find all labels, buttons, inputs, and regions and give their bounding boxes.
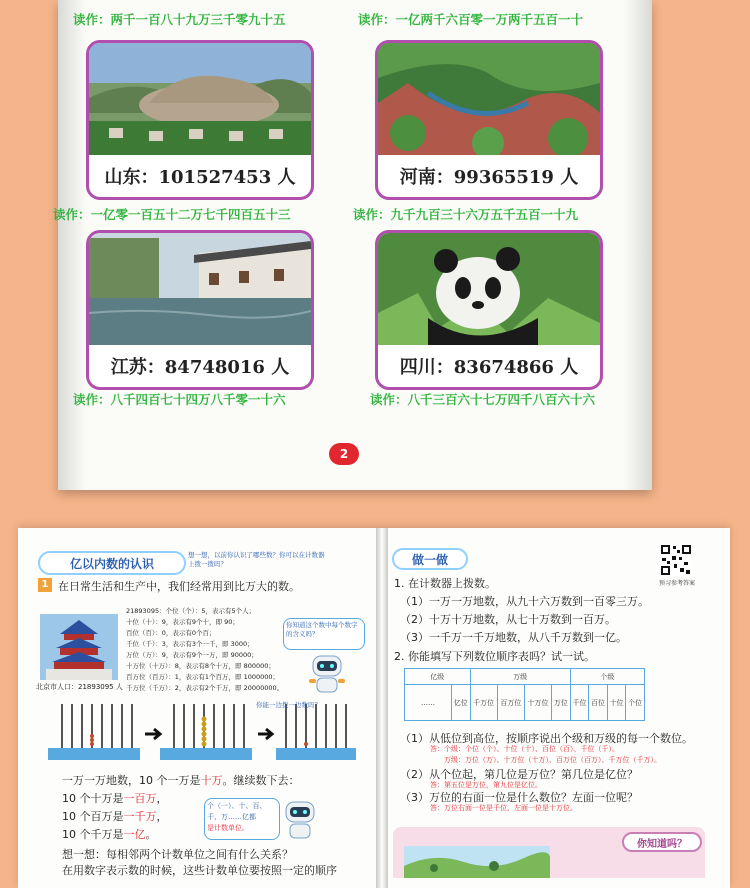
answer-line-4: 答：万位右面一位是千位，左面一位是十万位。	[430, 804, 577, 812]
count-row-highlight: 一亿	[123, 828, 146, 841]
place-line-1: 21893095：个位（个）：5，表示有5个人；	[126, 607, 256, 615]
card-caption: 河南：99365519 人	[399, 167, 579, 188]
table-cell: 万位	[552, 685, 571, 721]
count-row-3	[62, 826, 157, 842]
read-line-4: 读作：九千九百三十六万五千五百一十九	[353, 207, 579, 222]
landscape-illustration	[404, 846, 550, 878]
table-cell: 十位	[607, 685, 626, 721]
abacus-2	[160, 704, 252, 760]
table-cell: 十万位	[524, 685, 551, 721]
place-line-8: 千万位（千万）：2，表示有2个千万，即 20000000。	[126, 684, 284, 692]
robot-speech-bubble: 你知道这个数中每个数字的含义吗？	[283, 618, 365, 650]
count-row-end: ，	[156, 810, 168, 823]
robot-icon	[305, 652, 349, 696]
table-cell: 千万位	[470, 685, 497, 721]
count-line-end: 。继续数下去：	[222, 774, 300, 787]
exercise-intro: 在日常生活和生产中，我们经常用到比万大的数。	[58, 580, 300, 593]
table-cell: ……	[405, 685, 452, 721]
page-fold-left	[58, 0, 86, 490]
unit-bubble-line-1: 个（一）、十、百、	[207, 802, 267, 810]
question-1: 1. 在计数器上拨数。	[394, 577, 496, 590]
count-row-end: 。	[145, 828, 157, 841]
place-line-7: 百万位（百万）：1，表示有1个百万，即 1000000；	[126, 673, 280, 681]
abacus-3	[276, 704, 356, 760]
read-line-2: 读作：一亿两千六百零一万两千五百一十	[358, 12, 584, 27]
table-cell: 个位	[626, 685, 645, 721]
did-you-know-badge	[622, 832, 702, 852]
water-town-photo	[89, 233, 311, 345]
last-line: 在用数字表示数的时候，这些计数单位要按照一定的顺序	[62, 864, 337, 877]
question-2-item-2: （2）从个位起，第几位是万位？第几位是亿位？	[400, 768, 638, 781]
province-card-jiangsu	[86, 230, 314, 390]
abacus-1	[48, 704, 140, 760]
place-line-3: 百位（百）：0，表示有0个百；	[126, 629, 216, 637]
place-line-4: 千位（千）：3，表示有3个一千，即 3000；	[126, 640, 254, 648]
lesson-title-text: 亿以内数的认识	[69, 556, 154, 571]
abacus-note: 你能一边拨一边数吗？	[256, 701, 321, 709]
count-line	[62, 772, 300, 788]
province-card-shandong	[86, 40, 314, 200]
count-row-highlight: 一百万	[123, 792, 157, 805]
count-row-end: ，	[156, 792, 168, 805]
question-1-item-2: （2）十万十万地数，从七十万数到一百万。	[400, 613, 616, 626]
think-note: 想一想，以前你认识了哪些数？你可以在计数器上拨一拨吗？	[188, 551, 325, 568]
read-line-3: 读作：一亿零一百五十二万七千四百五十三	[53, 207, 291, 222]
count-row-pre: 10 个百万是	[62, 810, 124, 823]
read-line-1: 读作：两千一百八十九万三千零九十五	[73, 12, 286, 27]
question-2-item-3: （3）万位的右面一位是什么数位？左面一位呢？	[400, 791, 638, 804]
table-cell: 千位	[570, 685, 589, 721]
table-cell: 亿位	[452, 685, 471, 721]
section-title-text: 做一做	[411, 552, 448, 567]
stone-tortoise-photo	[89, 43, 311, 155]
unit-bubble-line-3: 是计数单位。	[207, 824, 249, 832]
question-1-item-1: （1）一万一万地数，从九十六万数到一百零三万。	[400, 595, 649, 608]
province-card-henan	[375, 40, 603, 200]
count-row-2	[62, 808, 168, 824]
answer-line-3: 答：第五位是万位，第九位是亿位。	[430, 781, 542, 789]
count-row-highlight: 一千万	[123, 810, 157, 823]
card-caption: 江苏：84748016 人	[110, 357, 290, 378]
answer-line-1: 答：个级：个位（个）、十位（十）、百位（百）、千位（千）。	[430, 745, 619, 753]
exercise-number-badge: 1	[38, 578, 52, 592]
read-line-5: 读作：八千四百七十四万八千零一十六	[73, 392, 286, 407]
count-row-pre: 10 个十万是	[62, 792, 124, 805]
panda-photo	[378, 233, 600, 345]
table-header-ge: 个级	[570, 669, 644, 685]
robot-icon-2	[280, 800, 320, 842]
book-spine	[376, 528, 388, 888]
unit-speech-bubble	[204, 798, 280, 840]
qr-code-icon[interactable]	[660, 544, 692, 576]
count-row-pre: 10 个千万是	[62, 828, 124, 841]
province-card-sichuan	[375, 230, 603, 390]
unit-bubble-line-2: 千、万……亿都	[207, 813, 256, 821]
lesson-title	[38, 551, 186, 575]
read-line-6: 读作：八千三百六十七万四千八百六十六	[370, 392, 596, 407]
canyon-forest-photo	[378, 43, 600, 155]
photo-caption: 北京市人口：21893095 人	[36, 683, 123, 691]
question-2: 2. 你能填写下列数位顺序表吗？试一试。	[394, 650, 595, 663]
table-header-yi: 亿级	[405, 669, 471, 685]
card-caption: 山东：101527453 人	[104, 167, 296, 188]
table-header-wan: 万级	[470, 669, 570, 685]
question-1-item-3: （3）一千万一千万地数，从八千万数到一亿。	[400, 631, 627, 644]
place-line-5: 万位（万）：9，表示有9个一万，即 90000；	[126, 651, 258, 659]
table-cell: 百位	[589, 685, 608, 721]
abacus-sequence	[40, 700, 358, 770]
page-fold-right	[624, 0, 652, 490]
count-line-text: 一万一万地数，10 个一万是	[62, 774, 201, 787]
count-row-1	[62, 790, 168, 806]
qr-label: 预习参考答案	[659, 580, 696, 587]
answer-line-2: 万级：万位（万）、十万位（十万）、百万位（百万）、千万位（千万）。	[444, 756, 661, 764]
table-cell: 百万位	[497, 685, 524, 721]
did-you-know-text: 你知道吗？	[637, 838, 687, 850]
place-line-6: 十万位（十万）：8，表示有8个十万，即 800000；	[126, 662, 275, 670]
page-number-badge: 2	[329, 443, 359, 465]
section-title	[392, 548, 468, 570]
card-caption: 四川：83674866 人	[399, 357, 579, 378]
count-line-highlight: 十万	[200, 774, 223, 787]
temple-of-heaven-photo	[40, 614, 118, 680]
place-value-table	[404, 668, 645, 721]
question-2-item-1: （1）从低位到高位，按顺序说出个级和万级的每一个数位。	[400, 732, 693, 745]
place-line-2: 十位（十）：9，表示有9个十，即 90；	[126, 618, 239, 626]
think-question: 想一想：每相邻两个计数单位之间有什么关系？	[62, 848, 293, 861]
